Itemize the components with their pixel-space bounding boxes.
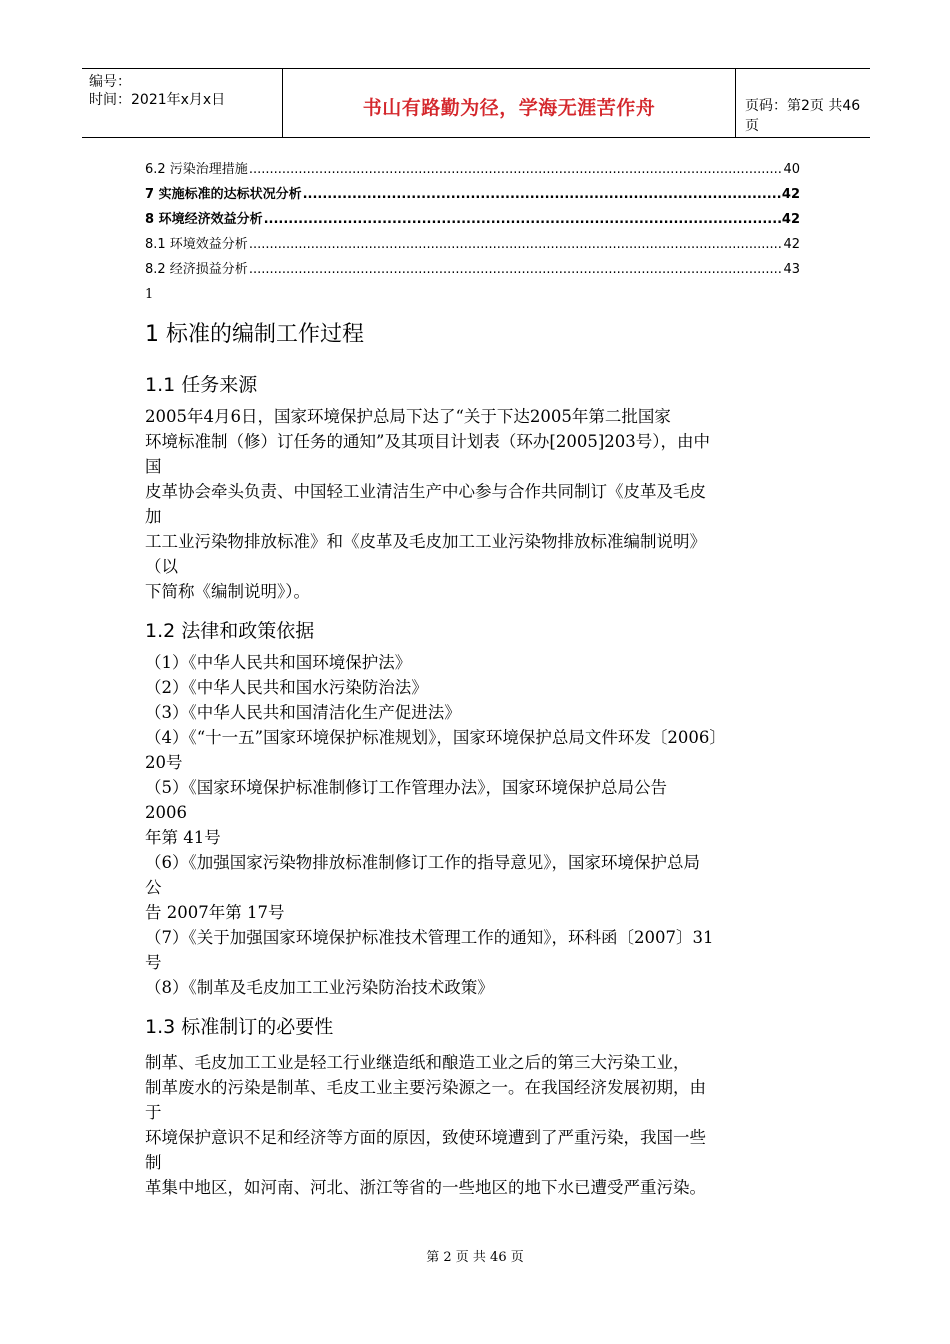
toc-entry-title: 8.2 经济损益分析 [145,262,248,277]
section-heading-1: 1 标准的编制工作过程 [145,322,364,347]
list-item: 20号 [145,753,183,772]
toc-entry-page: 42 [783,237,800,252]
list-item: （1）《中华人民共和国环境保护法》 [145,653,412,672]
necessity-paragraph [145,1050,810,1200]
text-line: 制 [145,1153,162,1172]
list-item: 年第 41号 [145,828,221,847]
header-page-info: 页码：第2页 共46页 [745,98,861,134]
header-page-cell [735,69,870,137]
toc-entry-title: 8 环境经济效益分析 [145,212,263,227]
toc-leader-dots [249,162,783,177]
toc-entry-page: 42 [781,212,800,227]
list-item: （3）《中华人民共和国清洁化生产促进法》 [145,703,461,722]
table-of-contents [145,158,800,283]
list-item: 号 [145,953,162,972]
toc-entry-title: 7 实施标准的达标状况分析 [145,187,302,202]
toc-leader-dots [249,237,783,252]
doc-code-label: 编号： [89,74,131,90]
toc-entry[interactable] [145,258,800,283]
section-heading-1-3: 1.3 标准制订的必要性 [145,1016,334,1038]
toc-entry-title: 6.2 污染治理措施 [145,162,248,177]
list-item: （4）《“十一五”国家环境保护标准规划》，国家环境保护总局文件环发〔2006〕 [145,728,726,747]
toc-leader-dots [264,212,781,227]
list-item: （5）《国家环境保护标准制修订工作管理办法》，国家环境保护总局公告 [145,778,667,797]
toc-leader-dots [249,262,783,277]
list-item: 公 [145,878,162,897]
text-line: 环境标准制（修）订任务的通知”及其项目计划表（环办[2005]203号），由中 [145,432,711,451]
text-line: 加 [145,507,162,526]
toc-entry[interactable] [145,208,800,233]
list-item: 2006 [145,803,187,822]
text-line: 皮革协会牵头负责、中国轻工业清洁生产中心参与合作共同制订《皮革及毛皮 [145,482,706,501]
toc-leader-dots [303,187,781,202]
page-header [82,68,870,138]
task-source-paragraph [145,404,810,604]
toc-entry[interactable] [145,183,800,208]
toc-entry[interactable] [145,158,800,183]
toc-entry-title: 8.1 环境效益分析 [145,237,248,252]
text-line: 下简称《编制说明》）。 [145,582,310,601]
text-line: 2005年4月6日，国家环境保护总局下达了“关于下达2005年第二批国家 [145,407,671,426]
text-line: 工工业污染物排放标准》和《皮革及毛皮加工工业污染物排放标准编制说明》 [145,532,706,551]
header-motto: 书山有路勤为径，学海无涯苦作舟 [362,97,656,119]
text-line: 国 [145,457,162,476]
text-line: （以 [145,557,178,576]
text-line: 革集中地区，如河南、河北、浙江等省的一些地区的地下水已遭受严重污染。 [145,1178,706,1197]
toc-entry[interactable] [145,233,800,258]
list-item: （6）《加强国家污染物排放标准制修订工作的指导意见》，国家环境保护总局 [145,853,700,872]
header-motto-cell [282,69,736,137]
document-body [145,318,810,1200]
toc-entry-page: 43 [783,262,800,277]
list-item: （7）《关于加强国家环境保护标准技术管理工作的通知》，环科函〔2007〕31 [145,928,714,947]
law-policy-list [145,650,810,1000]
toc-entry-page: 40 [783,162,800,177]
doc-time-label: 时间：2021年x月x日 [89,92,226,108]
text-line: 制革、毛皮加工工业是轻工行业继造纸和酿造工业之后的第三大污染工业， [145,1053,690,1072]
list-item: （2）《中华人民共和国水污染防治法》 [145,678,428,697]
list-item: 告 2007年第 17号 [145,903,285,922]
header-meta-cell [82,69,282,137]
text-line: 于 [145,1103,162,1122]
text-line: 环境保护意识不足和经济等方面的原因，致使环境遭到了严重污染，我国一些 [145,1128,706,1147]
page-footer: 第 2 页 共 46 页 [426,1250,524,1265]
stray-page-mark: 1 [145,287,154,302]
list-item: （8）《制革及毛皮加工工业污染防治技术政策》 [145,978,494,997]
text-line: 制革废水的污染是制革、毛皮工业主要污染源之一。在我国经济发展初期，由 [145,1078,706,1097]
section-heading-1-2: 1.2 法律和政策依据 [145,620,315,642]
toc-entry-page: 42 [781,187,800,202]
section-heading-1-1: 1.1 任务来源 [145,374,258,396]
